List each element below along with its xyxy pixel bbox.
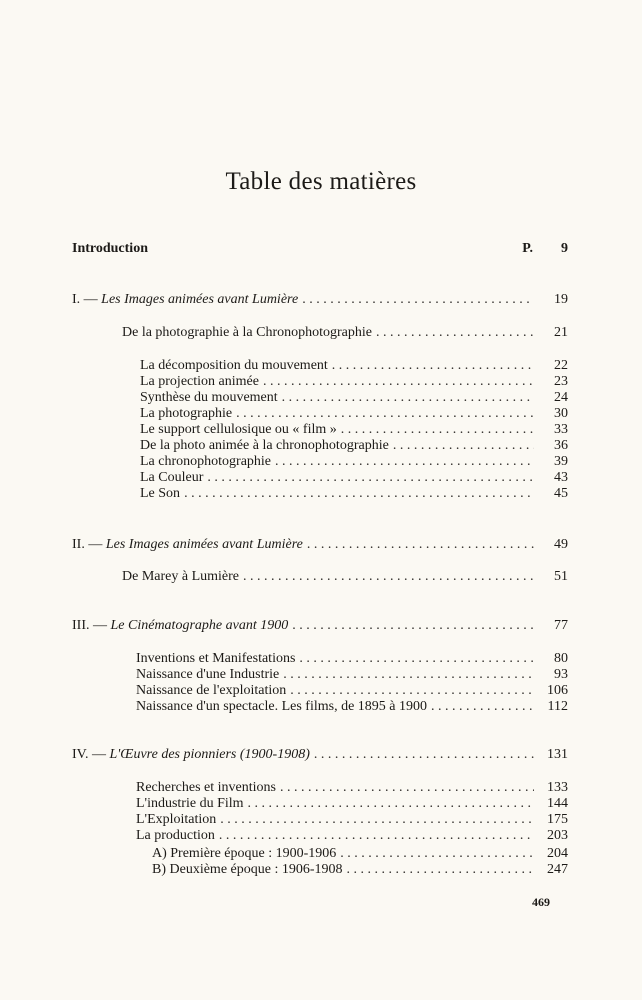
chapter-number: III. — [72, 618, 107, 633]
item-label: Naissance d'un spectacle. Les films, de 1895 à 1900 [136, 699, 427, 714]
folio-page-number: 469 [532, 895, 550, 909]
page-number: 21 [554, 325, 568, 340]
section-label: De Marey à Lumière [122, 569, 239, 584]
page-number: 22 [554, 358, 568, 373]
chapter-number: IV. — [72, 747, 106, 762]
toc-item [136, 796, 568, 812]
leader-dots [280, 780, 534, 796]
page-number: 93 [554, 667, 568, 682]
page-number: 19 [554, 292, 568, 307]
leader-dots [307, 537, 534, 553]
item-label: La chronophotographie [140, 454, 272, 469]
subitem-label: B) Deuxième époque : 1906-1908 [152, 862, 343, 877]
page-number: 39 [554, 454, 568, 469]
leader-dots [184, 486, 534, 502]
page-number: 80 [554, 651, 568, 666]
toc-item [140, 374, 568, 390]
page-number: 30 [554, 406, 568, 421]
leader-dots [292, 618, 534, 634]
page-number: 131 [547, 747, 568, 762]
leader-dots [299, 651, 534, 667]
page-number: 43 [554, 470, 568, 485]
chapter-2-label [72, 537, 303, 553]
chapter-number: I. — [72, 292, 98, 307]
chapter-2-row [72, 537, 568, 553]
section-row [122, 325, 568, 341]
toc-item [136, 828, 568, 844]
leader-dots [341, 422, 534, 438]
item-label: La décomposition du mouvement [140, 358, 328, 373]
leader-dots [219, 828, 534, 844]
item-label: Inventions et Manifestations [136, 651, 296, 666]
chapter-title-suffix: (1900-1908) [239, 747, 310, 762]
toc-item [136, 812, 568, 828]
toc-item [140, 454, 568, 470]
page-number: 33 [554, 422, 568, 437]
leader-dots [376, 325, 534, 341]
page-number: 106 [547, 683, 568, 698]
toc-item [136, 651, 568, 667]
toc-item [140, 358, 568, 374]
item-label: L'industrie du Film [136, 796, 244, 811]
toc-item [140, 486, 568, 502]
leader-dots [243, 569, 534, 585]
item-label: Naissance de l'exploitation [136, 683, 287, 698]
item-label: La production [136, 828, 215, 843]
toc-item [140, 390, 568, 406]
chapter-title: Les Images animées avant Lumière [105, 537, 303, 552]
item-label: La photographie [140, 406, 233, 421]
leader-dots [283, 667, 534, 683]
item-label: La projection animée [140, 374, 259, 389]
page-number: 112 [547, 699, 568, 714]
page-number: 133 [547, 780, 568, 795]
chapter-1-label [72, 292, 298, 308]
toc-item [136, 699, 568, 715]
leader-dots [347, 862, 534, 878]
page-number: 23 [554, 374, 568, 389]
leader-dots [282, 390, 534, 406]
item-label: Le Son [140, 486, 181, 501]
page-number: 36 [554, 438, 568, 453]
toc-item [140, 470, 568, 486]
item-label: Le support cellulosique ou « film » [140, 422, 337, 437]
toc-item [136, 780, 568, 796]
chapter-3-row [72, 618, 568, 634]
leader-dots [207, 470, 534, 486]
leader-dots [393, 438, 534, 454]
toc-item [140, 406, 568, 422]
item-label: Recherches et inventions [136, 780, 276, 795]
section-label: De la photographie à la Chronophotographie [122, 325, 372, 340]
item-label: Synthèse du mouvement [140, 390, 278, 405]
page-number: 144 [547, 796, 568, 811]
intro-p-marker: P. [522, 241, 533, 256]
chapter-title: L'Œuvre des pionniers [109, 747, 237, 762]
chapter-4-label [72, 747, 310, 763]
leader-dots [314, 747, 534, 763]
toc-item [136, 683, 568, 699]
leader-dots [220, 812, 534, 828]
leader-dots [340, 846, 534, 862]
page-number: 77 [554, 618, 568, 633]
intro-label: Introduction [72, 241, 148, 256]
intro-page: 9 [561, 241, 568, 256]
page-number: 203 [547, 828, 568, 843]
section-row [122, 569, 568, 585]
item-label: L'Exploitation [136, 812, 217, 827]
toc-item [140, 438, 568, 454]
toc-subitem [152, 846, 568, 862]
chapter-title: Les Images animées avant Lumière [101, 292, 299, 307]
chapter-1-row [72, 292, 568, 308]
page-number: 247 [547, 862, 568, 877]
chapter-3-label [72, 618, 288, 634]
page-number: 175 [547, 812, 568, 827]
page-number: 49 [554, 537, 568, 552]
page-title: Table des matières [225, 168, 417, 195]
page-number: 51 [554, 569, 568, 584]
leader-dots [302, 292, 534, 308]
leader-dots [263, 374, 534, 390]
chapter-title: Le Cinématographe avant 1900 [110, 618, 289, 633]
chapter-4-row [72, 747, 568, 763]
leader-dots [332, 358, 534, 374]
leader-dots [275, 454, 534, 470]
chapter-number: II. — [72, 537, 103, 552]
toc-item [140, 422, 568, 438]
subitem-label: A) Première époque : 1900-1906 [152, 846, 337, 861]
toc-subitem [152, 862, 568, 878]
leader-dots [431, 699, 534, 715]
page-number: 204 [547, 846, 568, 861]
item-label: De la photo animée à la chronophotographie [140, 438, 389, 453]
toc-item [136, 667, 568, 683]
page-number: 24 [554, 390, 568, 405]
page-number: 45 [554, 486, 568, 501]
toc-introduction [72, 241, 568, 257]
leader-dots [248, 796, 534, 812]
item-label: Naissance d'une Industrie [136, 667, 280, 682]
leader-dots [290, 683, 534, 699]
item-label: La Couleur [140, 470, 204, 485]
leader-dots [236, 406, 534, 422]
